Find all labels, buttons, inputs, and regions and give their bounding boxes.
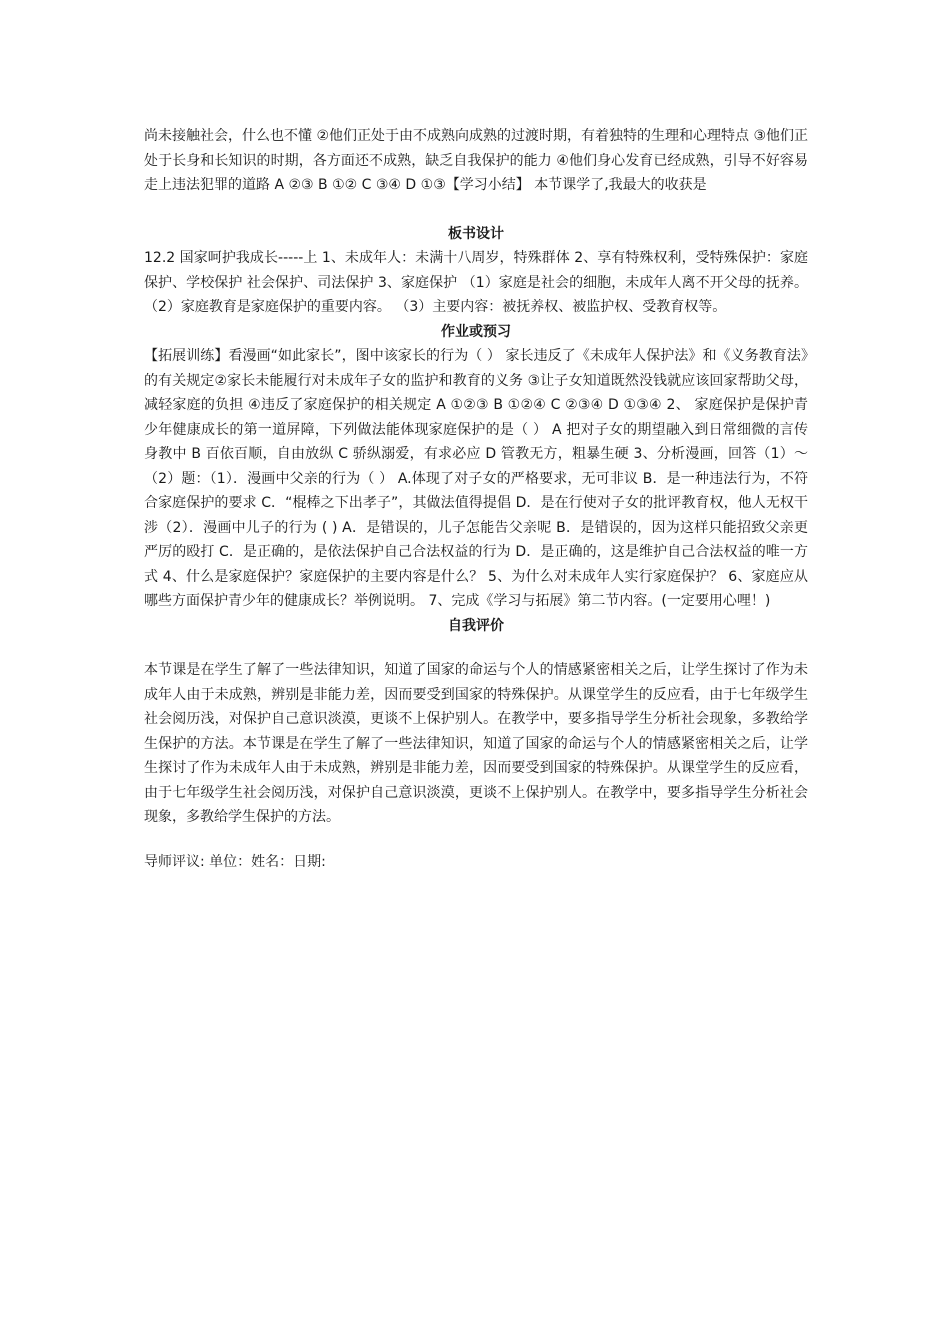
spacer <box>144 830 808 850</box>
intro-paragraph: 尚未接触社会，什么也不懂 ②他们正处于由不成熟向成熟的过渡时期，有着独特的生理和心理特点 ③他们正处于长身和长知识的时期，各方面还不成熟，缺乏自我保护的能力 ④他们身心发育已经成熟，引导不好容易走上违法犯罪的道路 A ②③ B ①② C ③④ D ①③【学习小结】 本节课学了,我最大的收获是 <box>144 128 808 193</box>
homework-text: 【拓展训练】看漫画“如此家长”，图中该家长的行为（ ） 家长违反了《未成年人保护法》和《义务教育法》的有关规定②家长未能履行对未成年子女的监护和教育的义务 ③让子女知道既然没钱就应该回家帮助父母，减轻家庭的负担 ④违反了家庭保护的相关规定 A ①②③ B ①②④ C ②③④ D ①③④ 2、 家庭保护是保护青少年健康成长的第一道屏障，下列做法能体现家庭保护的是（ ） A 把对子女的期望融入到日常细微的言传身教中 B 百依百顺，自由放纵 C 骄纵溺爱，有求必应 D 管教无方，粗暴生硬 3、分析漫画，回答（1）～（2）题：（1）．漫画中父亲的行为（ ） A.体现了对子女的严格要求，无可非议 B．是一种违法行为，不符合家庭保护的要求 C．“棍棒之下出孝子”，其做法值得提倡 D．是在行使对子女的批评教育权，他人无权干涉（2）．漫画中儿子的行为 ( ) A．是错误的，儿子怎能告父亲呢 B．是错误的，因为这样只能招致父亲更严厉的殴打 C．是正确的，是依法保护自己合法权益的行为 D．是正确的，这是维护自己合法权益的唯一方式 4、什么是家庭保护？家庭保护的主要内容是什么？ 5、为什么对未成年人实行家庭保护？ 6、家庭应从哪些方面保护青少年的健康成长？举例说明。 7、完成《学习与拓展》第二节内容。(一定要用心哩！) <box>144 348 808 609</box>
homework-heading: 作业或预习 <box>441 323 511 340</box>
self-evaluation-heading: 自我评价 <box>448 617 504 634</box>
board-design-heading: 板书设计 <box>448 225 504 242</box>
self-evaluation-text: 本节课是在学生了解了一些法律知识，知道了国家的命运与个人的情感紧密相关之后，让学生探讨了作为未成年人由于未成熟，辨别是非能力差，因而要受到国家的特殊保护。从课堂学生的反应看，由于七年级学生社会阅历浅，对保护自己意识淡漠，更谈不上保护别人。在教学中，要多指导学生分析社会现象，多教给学生保护的方法。本节课是在学生了解了一些法律知识，知道了国家的命运与个人的情感紧密相关之后，让学生探讨了作为未成年人由于未成熟，辨别是非能力差，因而要受到国家的特殊保护。从课堂学生的反应看，由于七年级学生社会阅历浅，对保护自己意识淡漠，更谈不上保护别人。在教学中，要多指导学生分析社会现象，多教给学生保护的方法。 <box>144 662 808 825</box>
spacer <box>144 638 808 658</box>
mentor-comment-line: 导师评议: 单位：姓名：日期: <box>144 853 326 870</box>
spacer <box>144 198 808 222</box>
board-design-text: 12.2 国家呵护我成长-----上 1、未成年人：未满十八周岁，特殊群体 2、享有特殊权利，受特殊保护：家庭保护、学校保护 社会保护、司法保护 3、家庭保护 （1）家庭是社会的细胞，未成年人离不开父母的抚养。 （2）家庭教育是家庭保护的重要内容。 （3）主要内容：被抚养权、被监护权、受教育权等。 <box>144 250 808 315</box>
document-page <box>144 124 808 874</box>
